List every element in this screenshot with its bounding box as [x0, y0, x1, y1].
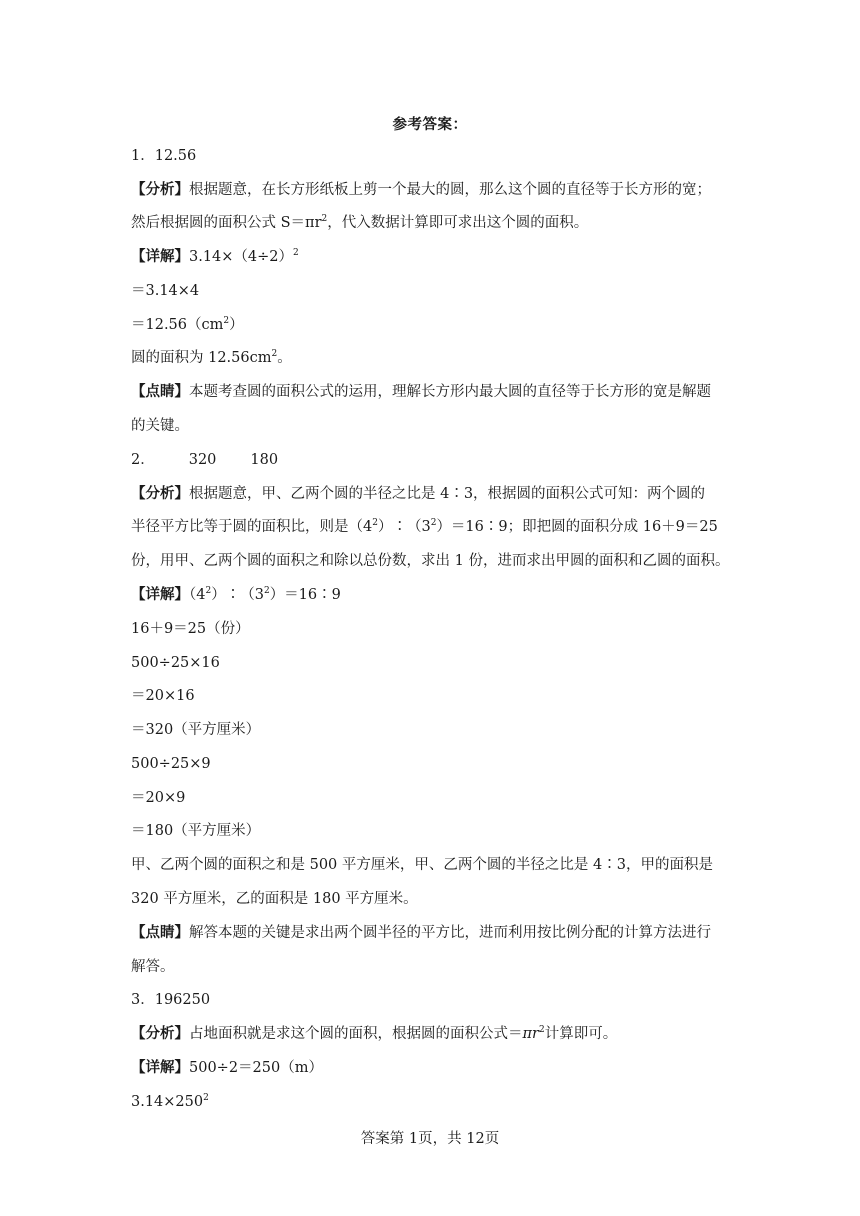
q2-line: 16＋9＝25（份） [131, 621, 250, 637]
q2-analysis-line-3: 份，用甲、乙两个圆的面积之和除以总份数，求出 1 份，进而求出甲圆的面积和乙圆的面积。 [131, 553, 730, 569]
comment-tag: 【点睛】 [131, 924, 189, 941]
q1-analysis-line-2: 然后根据圆的面积公式 $S=\pi r^2$，代入数据计算即可求出这个圆的面积。 [131, 214, 589, 231]
q1-detail-line-2: ＝3.14×4 [131, 283, 200, 299]
q2-line: 甲、乙两个圆的面积之和是 500 平方厘米，甲、乙两个圆的半径之比是 4∶3，甲的面积是 [131, 857, 713, 873]
page-footer: 答案第 1页，共 12页 [360, 1131, 500, 1147]
detail-tag: 【详解】 [131, 248, 189, 265]
comment-tag: 【点睛】 [131, 383, 189, 400]
q1-analysis-line-1: 【分析】根据题意，在长方形纸板上剪一个最大的圆，那么这个圆的直径等于长方形的宽； [131, 181, 711, 198]
page-title: 参考答案： [392, 116, 468, 133]
q2-line: 500÷25×16 [131, 655, 220, 671]
q1-comment-line-2: 的关键。 [131, 418, 189, 434]
q2-line: ＝20×16 [131, 688, 195, 704]
q3-analysis-line-1: 【分析】占地面积就是求这个圆的面积，根据圆的面积公式$=\pi r^2$计算即可。 [131, 1025, 618, 1042]
q2-line: ＝20×9 [131, 790, 186, 806]
detail-tag: 【详解】 [131, 1059, 189, 1076]
analysis-tag: 【分析】 [131, 485, 189, 502]
detail-tag: 【详解】 [131, 586, 189, 603]
q1-comment-line-1: 【点睛】本题考查圆的面积公式的运用，理解长方形内最大圆的直径等于长方形的宽是解题 [131, 383, 711, 400]
q1-answer: 1．12.56 [131, 148, 197, 164]
q2-line: 500÷25×9 [131, 756, 211, 772]
q2-line: 320 平方厘米，乙的面积是 180 平方厘米。 [131, 891, 418, 907]
q3-answer: 3．196250 [131, 992, 211, 1008]
q1-detail-line-1: 【详解】$3.14\times(4\div 2)^2$ [131, 248, 299, 265]
q2-line: ＝320（平方厘米） [131, 722, 261, 738]
q1-detail-line-4: 圆的面积为 $12.56cm^2$。 [131, 349, 292, 366]
q2-answer: 2． 320 180 [131, 452, 279, 468]
q2-analysis-line-2: 半径平方比等于圆的面积比，则是$(4^2)∶(3^2)=16∶9$；即把圆的面积分成 16＋9＝25 [131, 518, 718, 535]
q2-line: ＝180（平方厘米） [131, 823, 261, 839]
analysis-tag: 【分析】 [131, 1025, 189, 1042]
q1-detail-line-3: $=12.56(cm^2)$ [131, 316, 244, 333]
q3-detail-line-2: $3.14\times 250^2$ [131, 1093, 209, 1110]
analysis-tag: 【分析】 [131, 181, 189, 198]
q2-comment-line-2: 解答。 [131, 959, 175, 975]
q2-comment-line-1: 【点睛】解答本题的关键是求出两个圆半径的平方比，进而利用按比例分配的计算方法进行 [131, 924, 711, 941]
q3-detail-line-1: 【详解】500÷2＝250（m） [131, 1059, 323, 1076]
q2-analysis-line-1: 【分析】根据题意，甲、乙两个圆的半径之比是 4∶3，根据圆的面积公式可知：两个圆的 [131, 485, 706, 502]
q2-detail-line-1: 【详解】$(4^2)∶(3^2)=16∶9$ [131, 586, 341, 603]
